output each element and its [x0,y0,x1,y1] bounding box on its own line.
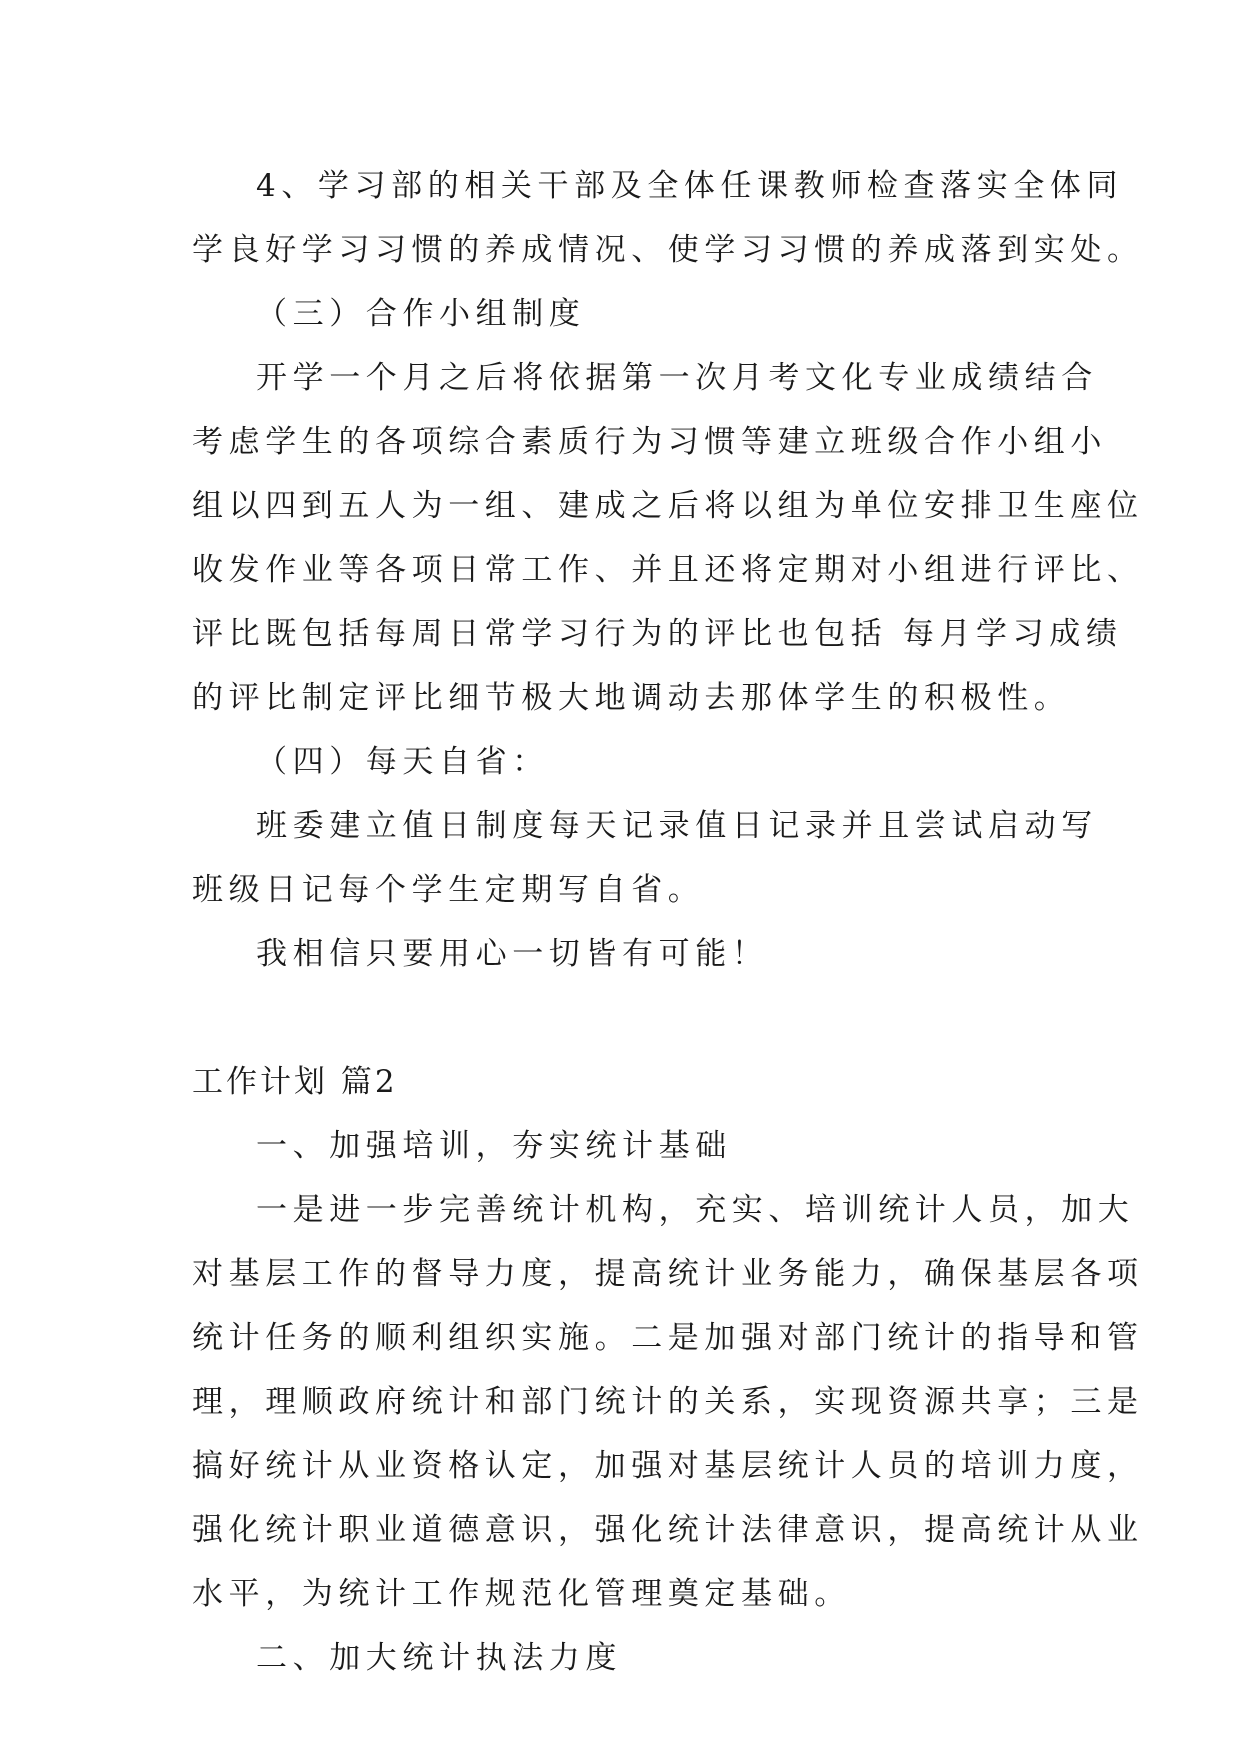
paragraph-line: 4、学习部的相关干部及全体任课教师检查落实全体同 [256,168,1124,204]
paragraph-line: 班委建立值日制度每天记录值日记录并且尝试启动写 [256,808,1098,844]
paragraph-line: 组以四到五人为一组、建成之后将以组为单位安排卫生座位 [192,488,1144,524]
section-heading: （四）每天自省： [256,744,549,780]
paragraph-line: 统计任务的顺利组织实施。二是加强对部门统计的指导和管 [192,1320,1144,1356]
paragraph-line: 学良好学习习惯的养成情况、使学习习惯的养成落到实处。 [192,232,1144,268]
paragraph-line: 搞好统计从业资格认定，加强对基层统计人员的培训力度， [192,1448,1144,1484]
section-heading: （三）合作小组制度 [256,296,586,332]
paragraph-line: 我相信只要用心一切皆有可能！ [256,936,769,972]
paragraph-line: 班级日记每个学生定期写自省。 [192,872,705,908]
document-title: 工作计划 篇2 [192,1064,398,1100]
paragraph-line: 强化统计职业道德意识，强化统计法律意识，提高统计从业 [192,1512,1144,1548]
paragraph-line: 的评比制定评比细节极大地调动去那体学生的积极性。 [192,680,1071,716]
paragraph-line: 考虑学生的各项综合素质行为习惯等建立班级合作小组小 [192,424,1107,460]
paragraph-line: 收发作业等各项日常工作、并且还将定期对小组进行评比、 [192,552,1144,588]
paragraph-line: 理，理顺政府统计和部门统计的关系，实现资源共享；三是 [192,1384,1144,1420]
section-heading: 二、加大统计执法力度 [256,1640,622,1676]
paragraph-line: 一是进一步完善统计机构，充实、培训统计人员，加大 [256,1192,1135,1228]
section-heading: 一、加强培训，夯实统计基础 [256,1128,732,1164]
paragraph-line: 评比既包括每周日常学习行为的评比也包括 每月学习成绩 [192,616,1123,652]
paragraph-line: 开学一个月之后将依据第一次月考文化专业成绩结合 [256,360,1098,396]
paragraph-line: 水平，为统计工作规范化管理奠定基础。 [192,1576,851,1612]
paragraph-line: 对基层工作的督导力度，提高统计业务能力，确保基层各项 [192,1256,1144,1292]
